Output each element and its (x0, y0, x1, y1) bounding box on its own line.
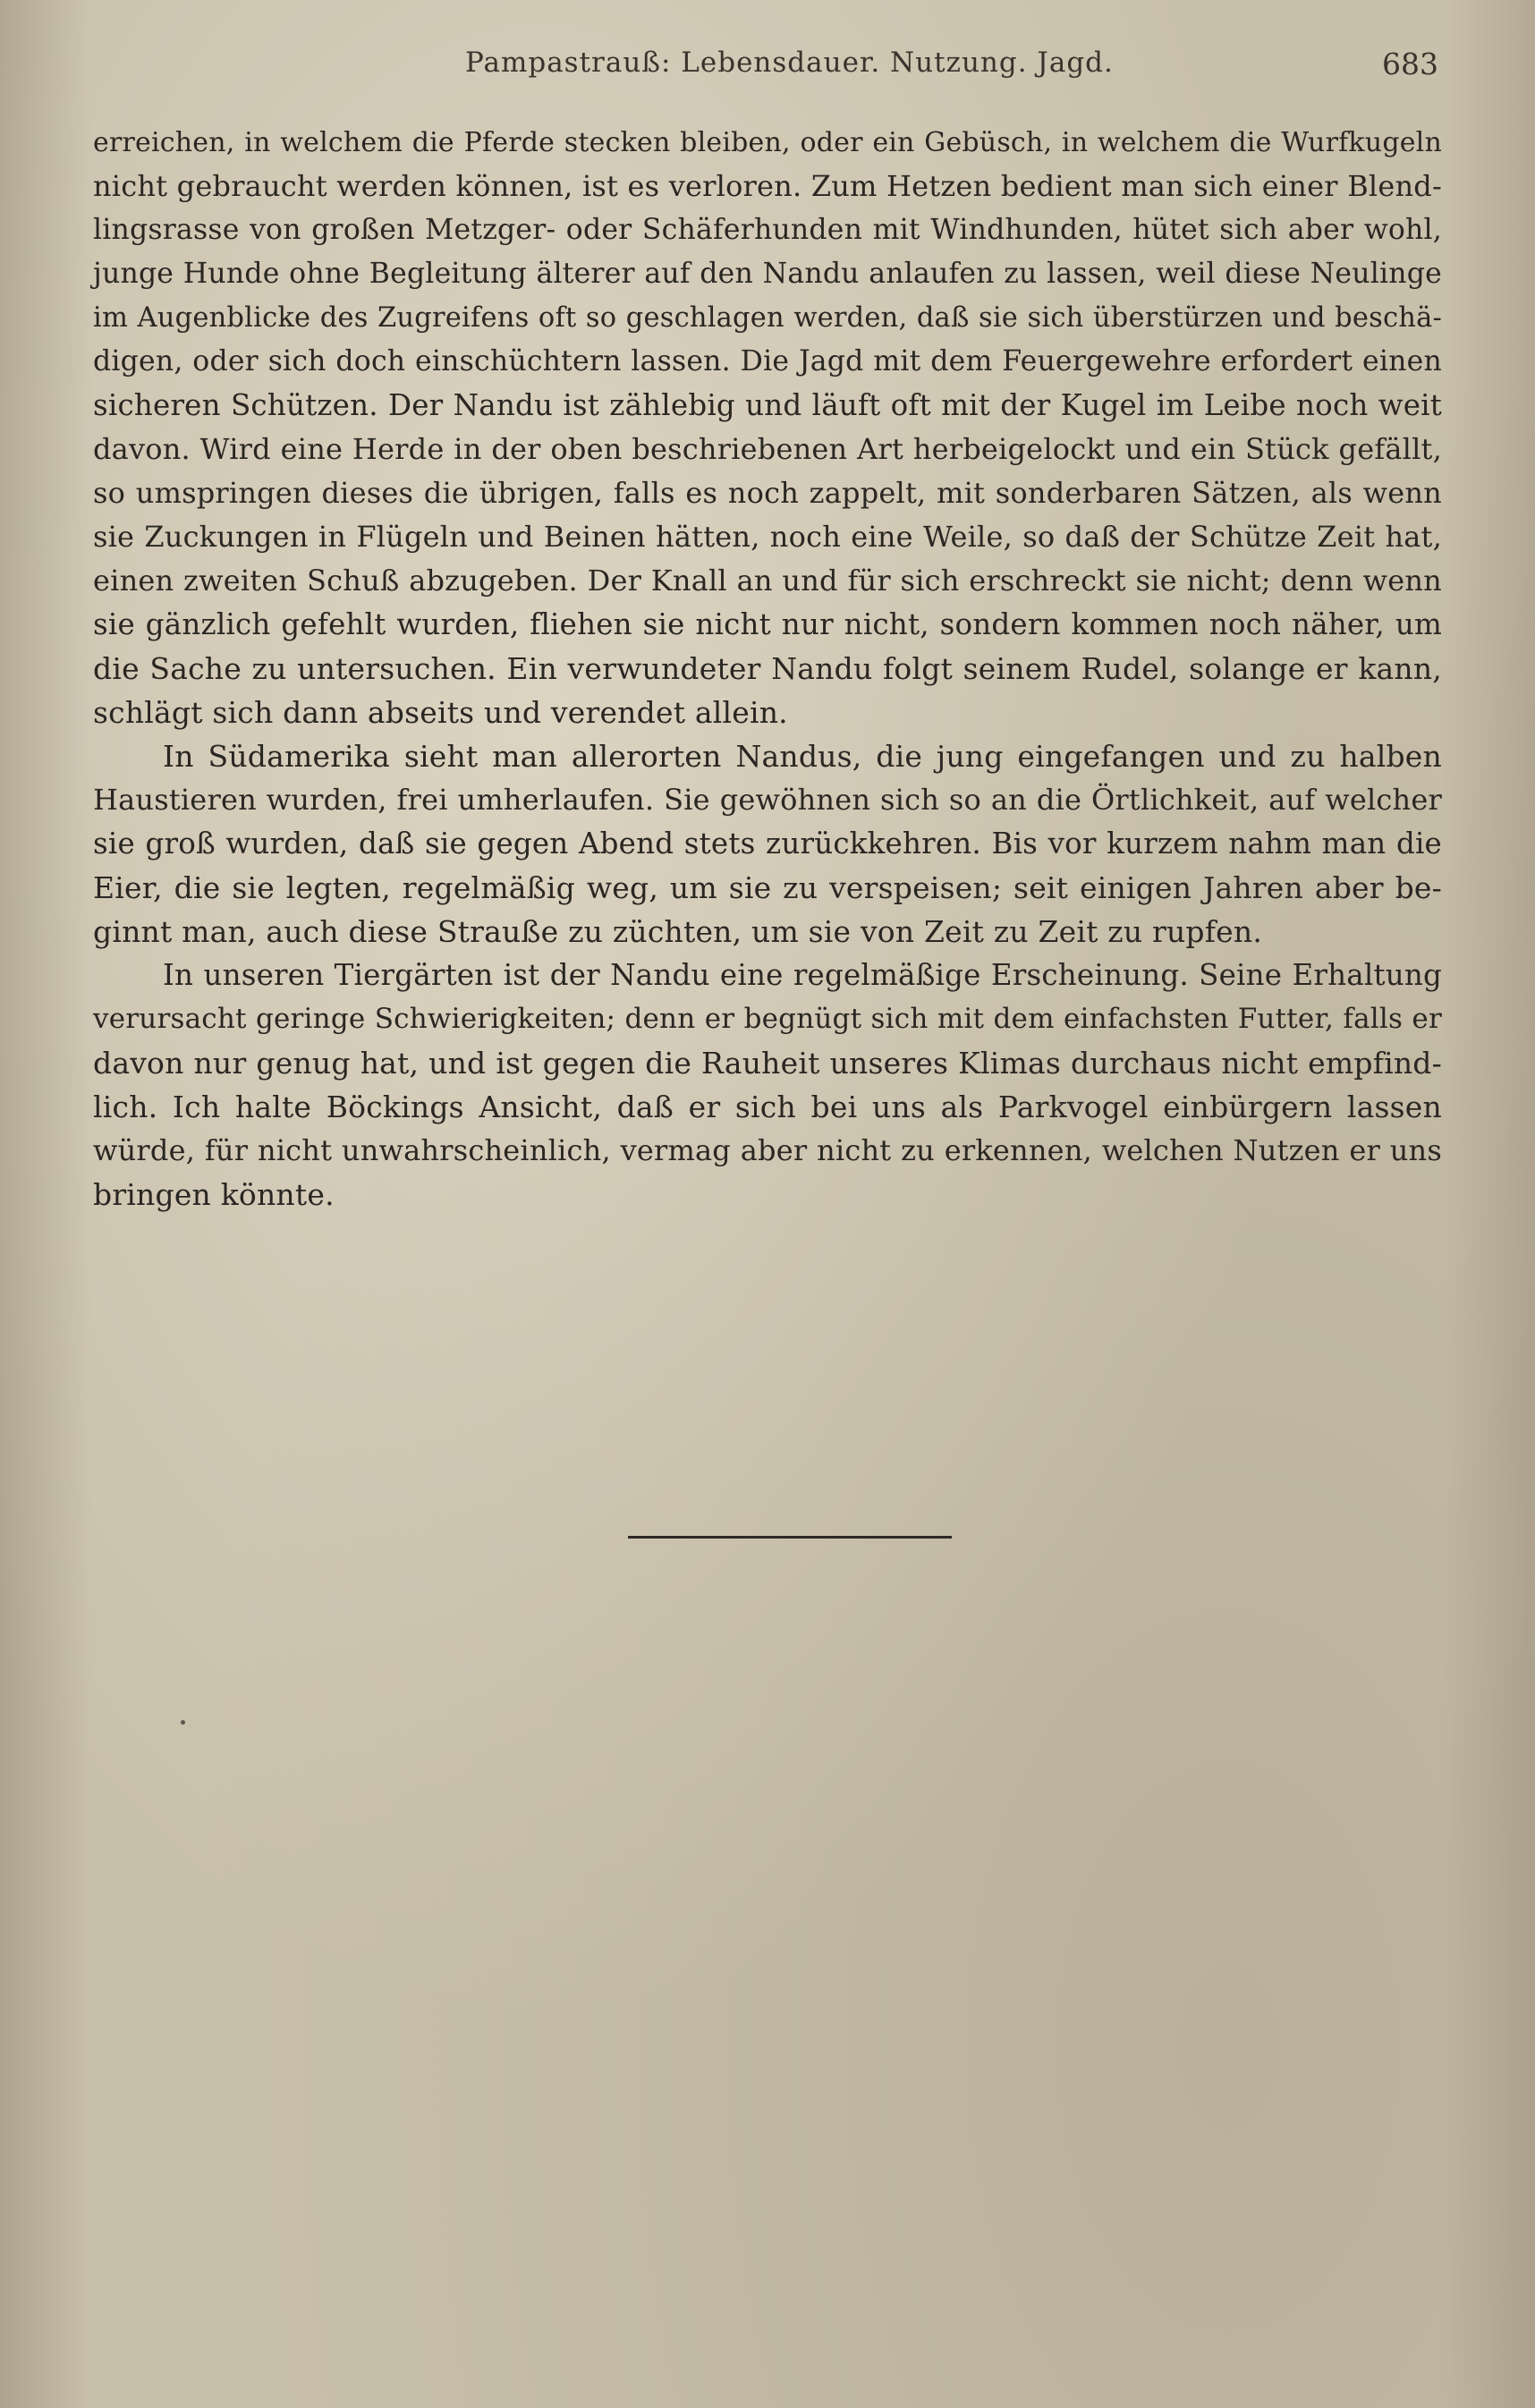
text-line: Eier, die sie legten, regelmäßig weg, um sie zu verspeisen; seit einigen Jahren aber be- (93, 870, 1442, 905)
text-line: einen zweiten Schuß abzugeben. Der Knall an und für sich erschreckt sie nicht; denn wenn (93, 564, 1442, 598)
text-line: ginnt man, auch diese Strauße zu züchten, um sie von Zeit zu Zeit zu rupfen. (93, 914, 1263, 949)
text-line: im Augenblicke des Zugreifens oft so geschlagen werden, daß sie sich überstürzen und beschä- (93, 302, 1442, 334)
text-line: digen, oder sich doch einschüchtern lassen. Die Jagd mit dem Feuergewehre erfordert einen (93, 345, 1442, 377)
text-line: sie gänzlich gefehlt wurden, fliehen sie nicht nur nicht, sondern kommen noch näher, um (93, 607, 1442, 641)
text-line: bringen könnte. (93, 1177, 335, 1212)
text-line: davon. Wird eine Herde in der oben beschriebenen Art herbeigelockt und ein Stück gefällt, (93, 432, 1442, 466)
paragraph-3 (93, 954, 1442, 1217)
section-end-rule (628, 1536, 952, 1539)
text-line: nicht gebraucht werden können, ist es verloren. Zum Hetzen bedient man sich einer Blend- (93, 169, 1442, 203)
paper-speck (181, 1720, 185, 1725)
text-line: davon nur genug hat, und ist gegen die Rauheit unseres Klimas durchaus nicht empfind- (93, 1046, 1442, 1081)
text-line: lingsrasse von großen Metzger- oder Schäferhunden mit Windhunden, hütet sich aber wohl, (93, 214, 1442, 246)
page-number: 683 (1382, 47, 1438, 81)
text-line: junge Hunde ohne Begleitung älterer auf den Nandu anlaufen zu lassen, weil diese Neulinge (93, 258, 1442, 290)
text-line: sicheren Schützen. Der Nandu ist zählebig und läuft oft mit der Kugel im Leibe noch weit (93, 388, 1442, 422)
text-line: die Sache zu untersuchen. Ein verwundeter Nandu folgt seinem Rudel, solange er kann, (93, 651, 1442, 686)
paragraph-2 (93, 734, 1442, 954)
text-line: schlägt sich dann abseits und verendet allein. (93, 695, 788, 730)
text-line: so umspringen dieses die übrigen, falls es noch zappelt, mit sonderbaren Sätzen, als wenn (93, 476, 1442, 510)
text-line: sie Zuckungen in Flügeln und Beinen hätten, noch eine Weile, so daß der Schütze Zeit hat, (93, 520, 1442, 554)
text-line: erreichen, in welchem die Pferde stecken bleiben, oder ein Gebüsch, in welchem die Wurfkugeln (93, 127, 1442, 158)
running-head (0, 47, 1535, 91)
text-line: In unseren Tiergärten ist der Nandu eine regelmäßige Erscheinung. Seine Erhaltung (163, 958, 1442, 992)
paragraph-1 (93, 121, 1442, 734)
text-line: lich. Ich halte Böckings Ansicht, daß er sich bei uns als Parkvogel einbürgern lassen (93, 1090, 1442, 1124)
text-line: verursacht geringe Schwierigkeiten; denn er begnügt sich mit dem einfachsten Futter, falls er (93, 1003, 1442, 1035)
running-title: Pampastrauß: Lebensdauer. Nutzung. Jagd. (465, 47, 1114, 79)
body-text (93, 121, 1442, 1217)
text-line: In Südamerika sieht man allerorten Nandus, die jung eingefangen und zu halben (163, 739, 1442, 774)
text-line: würde, für nicht unwahrscheinlich, vermag aber nicht zu erkennen, welchen Nutzen er uns (93, 1133, 1442, 1167)
text-line: Haustieren wurden, frei umherlaufen. Sie gewöhnen sich so an die Örtlichkeit, auf welcher (93, 783, 1442, 817)
text-line: sie groß wurden, daß sie gegen Abend stets zurückkehren. Bis vor kurzem nahm man die (93, 827, 1442, 861)
